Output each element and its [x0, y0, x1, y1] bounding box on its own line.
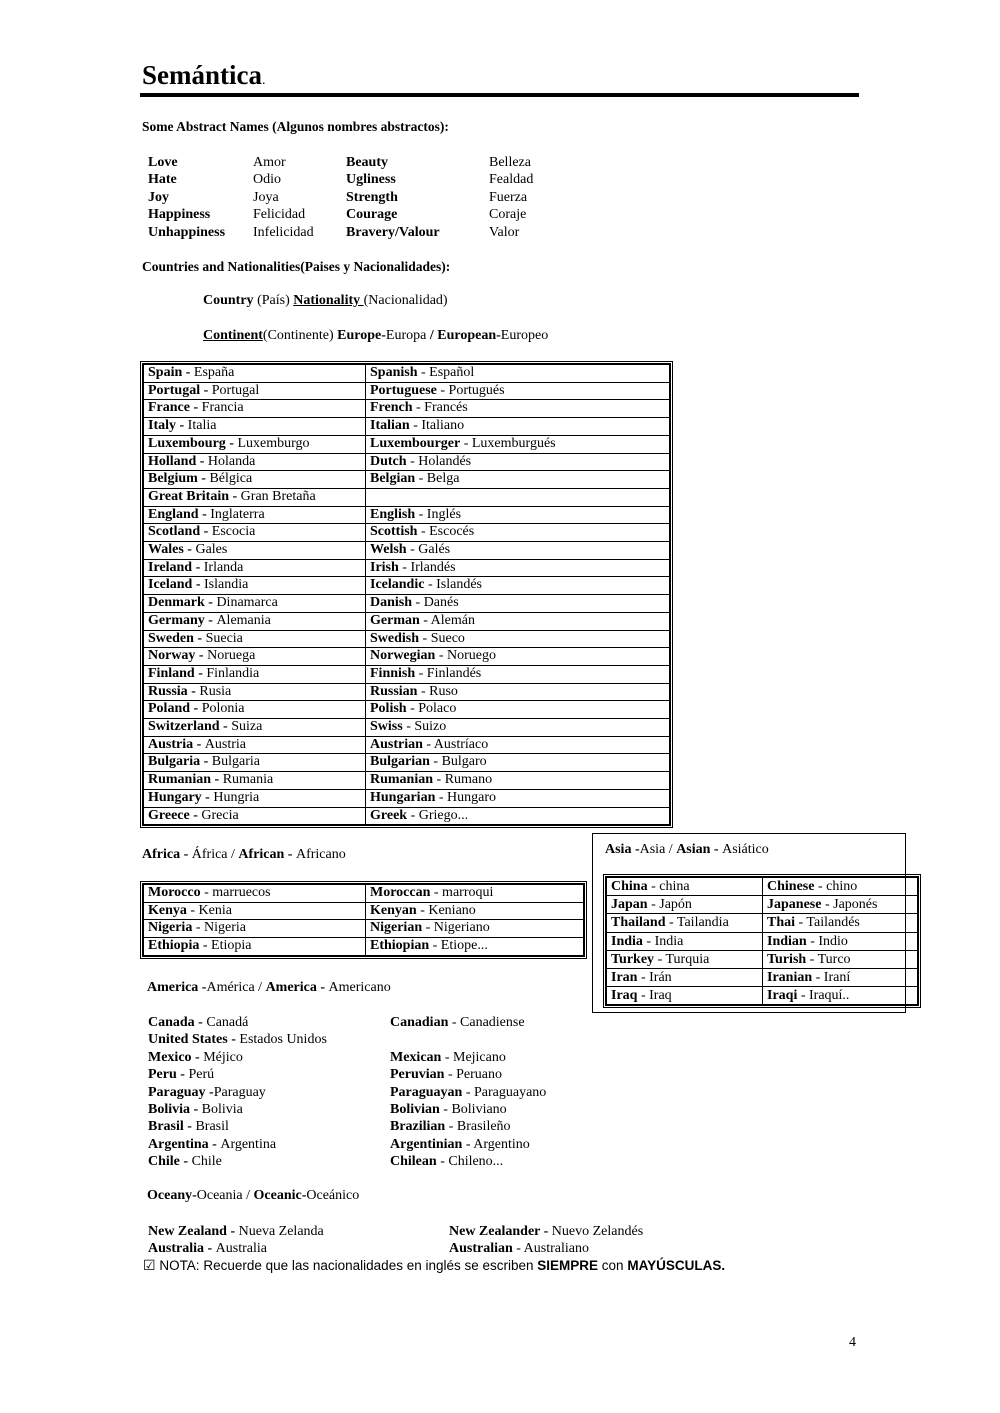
table-row — [144, 400, 669, 418]
table-row — [144, 808, 669, 825]
nationality-cell: Polish - Polaco — [366, 701, 669, 719]
country-cell: Luxembourg - Luxemburgo — [144, 436, 366, 454]
nationality-cell: Indian - Indio — [763, 933, 917, 951]
country-cell: Sweden - Suecia — [144, 631, 366, 649]
nationality-cell: Rumanian - Rumano — [366, 772, 669, 790]
nationality-cell — [366, 489, 669, 507]
nationality-cell: Finnish - Finlandés — [366, 666, 669, 684]
table-row — [144, 920, 583, 938]
table-row — [607, 951, 917, 969]
legend-continent-europe: Continent(Continente) Europe-Europa / European-Europeo — [203, 328, 549, 343]
country-cell: Wales - Gales — [144, 542, 366, 560]
country-cell: Finland - Finlandia — [144, 666, 366, 684]
nationality-cell: Iranian - Iraní — [763, 969, 917, 987]
country-cell: Japan - Japón — [607, 896, 763, 914]
nationality-cell: Icelandic - Islandés — [366, 577, 669, 595]
nationality-cell: French - Francés — [366, 400, 669, 418]
country-cell: Italy - Italia — [144, 418, 366, 436]
country-cell: Iceland - Islandia — [144, 577, 366, 595]
table-row — [144, 471, 669, 489]
country-cell: France - Francia — [144, 400, 366, 418]
nationality-cell: Dutch - Holandés — [366, 454, 669, 472]
page-title: Semántica. — [142, 60, 266, 90]
country-cell: Bulgaria - Bulgaria — [144, 754, 366, 772]
note: ☑ NOTA: Recuerde que las nacionalidades en inglés se escriben SIEMPRE con MAYÚSCULAS. — [143, 1258, 726, 1274]
country-cell: Kenya - Kenia — [144, 903, 366, 921]
nationality-cell: Swiss - Suizo — [366, 719, 669, 737]
country-cell: Scotland - Escocia — [144, 524, 366, 542]
table-row — [144, 772, 669, 790]
table-row — [607, 933, 917, 951]
nationality-cell: Austrian - Austríaco — [366, 737, 669, 755]
country-cell: Iran - Irán — [607, 969, 763, 987]
country-cell: Hungary - Hungria — [144, 790, 366, 808]
table-row — [144, 418, 669, 436]
nationality-cell: English - Inglés — [366, 507, 669, 525]
nationality-cell: Irish - Irlandés — [366, 560, 669, 578]
nationality-cell: Portuguese - Portugués — [366, 383, 669, 401]
country-cell: Turkey - Turquia — [607, 951, 763, 969]
country-cell: Russia - Rusia — [144, 684, 366, 702]
nationality-cell: Russian - Ruso — [366, 684, 669, 702]
table-row — [144, 542, 669, 560]
nationality-item: Bolivian - Boliviano — [390, 1102, 507, 1117]
country-cell: Belgium - Bélgica — [144, 471, 366, 489]
nationality-cell: Spanish - Español — [366, 365, 669, 383]
country-cell: Switzerland - Suiza — [144, 719, 366, 737]
nationality-cell: Hungarian - Hungaro — [366, 790, 669, 808]
table-row — [144, 938, 583, 955]
country-cell: Ethiopia - Etiopia — [144, 938, 366, 955]
table-row — [144, 577, 669, 595]
nationality-cell: Moroccan - marroqui — [366, 885, 583, 903]
country-cell: Nigeria - Nigeria — [144, 920, 366, 938]
nationality-cell: Scottish - Escocés — [366, 524, 669, 542]
table-row — [144, 790, 669, 808]
country-cell: Norway - Noruega — [144, 648, 366, 666]
country-cell: Iraq - Iraq — [607, 987, 763, 1004]
nationality-cell: Nigerian - Nigeriano — [366, 920, 583, 938]
legend-country-nationality: Country (País) Nationality (Nacionalidad) — [203, 293, 448, 308]
country-item: Peru - Perú — [148, 1067, 215, 1083]
country-cell: Holland - Holanda — [144, 454, 366, 472]
country-item: Australia - Australia — [148, 1241, 267, 1257]
country-cell: Germany - Alemania — [144, 613, 366, 631]
nationality-item: Paraguayan - Paraguayano — [390, 1084, 547, 1100]
country-item: New Zealand - Nueva Zelanda — [148, 1224, 324, 1239]
table-row — [144, 631, 669, 649]
country-item: Argentina - Argentina — [148, 1136, 277, 1152]
country-item: Paraguay -Paraguay — [148, 1084, 266, 1100]
nationality-cell: Ethiopian - Etiope... — [370, 938, 488, 954]
country-cell: India - India — [607, 933, 763, 951]
nationality-cell: Japanese - Japonés — [763, 896, 917, 914]
table-row — [144, 613, 669, 631]
table-row — [144, 885, 583, 903]
country-cell: Austria - Austria — [144, 737, 366, 755]
table-row — [144, 560, 669, 578]
nationality-cell: Italian - Italiano — [366, 418, 669, 436]
table-row — [144, 383, 669, 401]
country-cell: Portugal - Portugal — [144, 383, 366, 401]
nationality-item: Peruvian - Peruano — [390, 1067, 502, 1083]
table-row — [144, 454, 669, 472]
nationality-cell: Swedish - Sueco — [366, 631, 669, 649]
table-row — [607, 969, 917, 987]
country-cell: Morocco - marruecos — [144, 885, 366, 903]
table-row — [144, 754, 669, 772]
country-item: United States - Estados Unidos — [148, 1032, 327, 1048]
country-cell: Rumanian - Rumania — [144, 772, 366, 790]
nationality-item: Brazilian - Brasileño — [390, 1119, 511, 1135]
country-cell: Thailand - Tailandia — [607, 914, 763, 932]
africa-heading: Africa - África / African - Africano — [142, 847, 346, 862]
country-cell: Poland - Polonia — [144, 701, 366, 719]
asia-table — [605, 876, 919, 1006]
country-cell: Great Britain - Gran Bretaña — [144, 489, 366, 507]
oceania-heading: Oceany-Oceania / Oceanic-Oceánico — [147, 1188, 360, 1203]
table-row — [144, 903, 583, 921]
nationality-item: Australian - Australiano — [449, 1241, 590, 1257]
table-row — [144, 701, 669, 719]
nationality-item: Chilean - Chileno... — [390, 1154, 504, 1170]
nationality-cell: Luxembourger - Luxemburgués — [366, 436, 669, 454]
table-row — [144, 524, 669, 542]
america-heading: America -América / America - Americano — [147, 980, 391, 995]
table-row — [144, 595, 669, 613]
nationality-cell: Danish - Danés — [366, 595, 669, 613]
table-row — [144, 489, 669, 507]
abstract-heading: Some Abstract Names (Algunos nombres abstractos): — [142, 119, 449, 134]
nationality-item: Mexican - Mejicano — [390, 1049, 506, 1065]
nationality-cell: German - Alemán — [366, 613, 669, 631]
table-row — [144, 436, 669, 454]
page-number: 4 — [849, 1335, 856, 1350]
nationality-cell: Thai - Tailandés — [763, 914, 917, 932]
country-cell: China - china — [607, 878, 763, 896]
table-row — [144, 684, 669, 702]
table-row — [144, 737, 669, 755]
country-cell: Spain - España — [144, 365, 366, 383]
nationality-cell: Welsh - Galés — [366, 542, 669, 560]
table-row — [144, 507, 669, 525]
checkbox-icon: ☑ — [143, 1258, 156, 1274]
nationality-cell: Belgian - Belga — [366, 471, 669, 489]
country-item: Mexico - Méjico — [148, 1049, 243, 1065]
nationality-item: New Zealander - Nuevo Zelandés — [449, 1224, 644, 1239]
nationality-item: Canadian - Canadiense — [390, 1015, 525, 1030]
country-cell: England - Inglaterra — [144, 507, 366, 525]
nationality-cell: Norwegian - Noruego — [366, 648, 669, 666]
country-item: Chile - Chile — [148, 1154, 222, 1170]
nationality-item: Argentinian - Argentino — [390, 1136, 530, 1152]
table-row — [144, 666, 669, 684]
nationality-cell: Kenyan - Keniano — [366, 903, 583, 921]
country-cell: Ireland - Irlanda — [144, 560, 366, 578]
table-row — [607, 896, 917, 914]
nationality-cell: Bulgarian - Bulgaro — [366, 754, 669, 772]
asia-heading: Asia -Asia / Asian - Asiático — [605, 842, 769, 857]
europe-table — [142, 363, 671, 826]
title-underline — [140, 93, 859, 97]
country-item: Canada - Canadá — [148, 1015, 249, 1030]
table-row — [144, 365, 669, 383]
nationality-cell: Iraqi - Iraquí.. — [767, 988, 850, 1004]
nationality-cell: Greek - Griego... — [370, 807, 469, 823]
countries-heading: Countries and Nationalities(Paises y Nacionalidades): — [142, 259, 451, 274]
table-row — [144, 648, 669, 666]
country-item: Brasil - Brasil — [148, 1119, 229, 1135]
table-row — [607, 914, 917, 932]
table-row — [607, 878, 917, 896]
country-cell: Denmark - Dinamarca — [144, 595, 366, 613]
nationality-cell: Chinese - chino — [763, 878, 917, 896]
table-row — [144, 719, 669, 737]
africa-table — [142, 883, 585, 957]
nationality-cell: Turish - Turco — [763, 951, 917, 969]
table-row — [607, 987, 917, 1004]
country-item: Bolivia - Bolivia — [148, 1102, 243, 1117]
country-cell: Greece - Grecia — [144, 808, 366, 825]
